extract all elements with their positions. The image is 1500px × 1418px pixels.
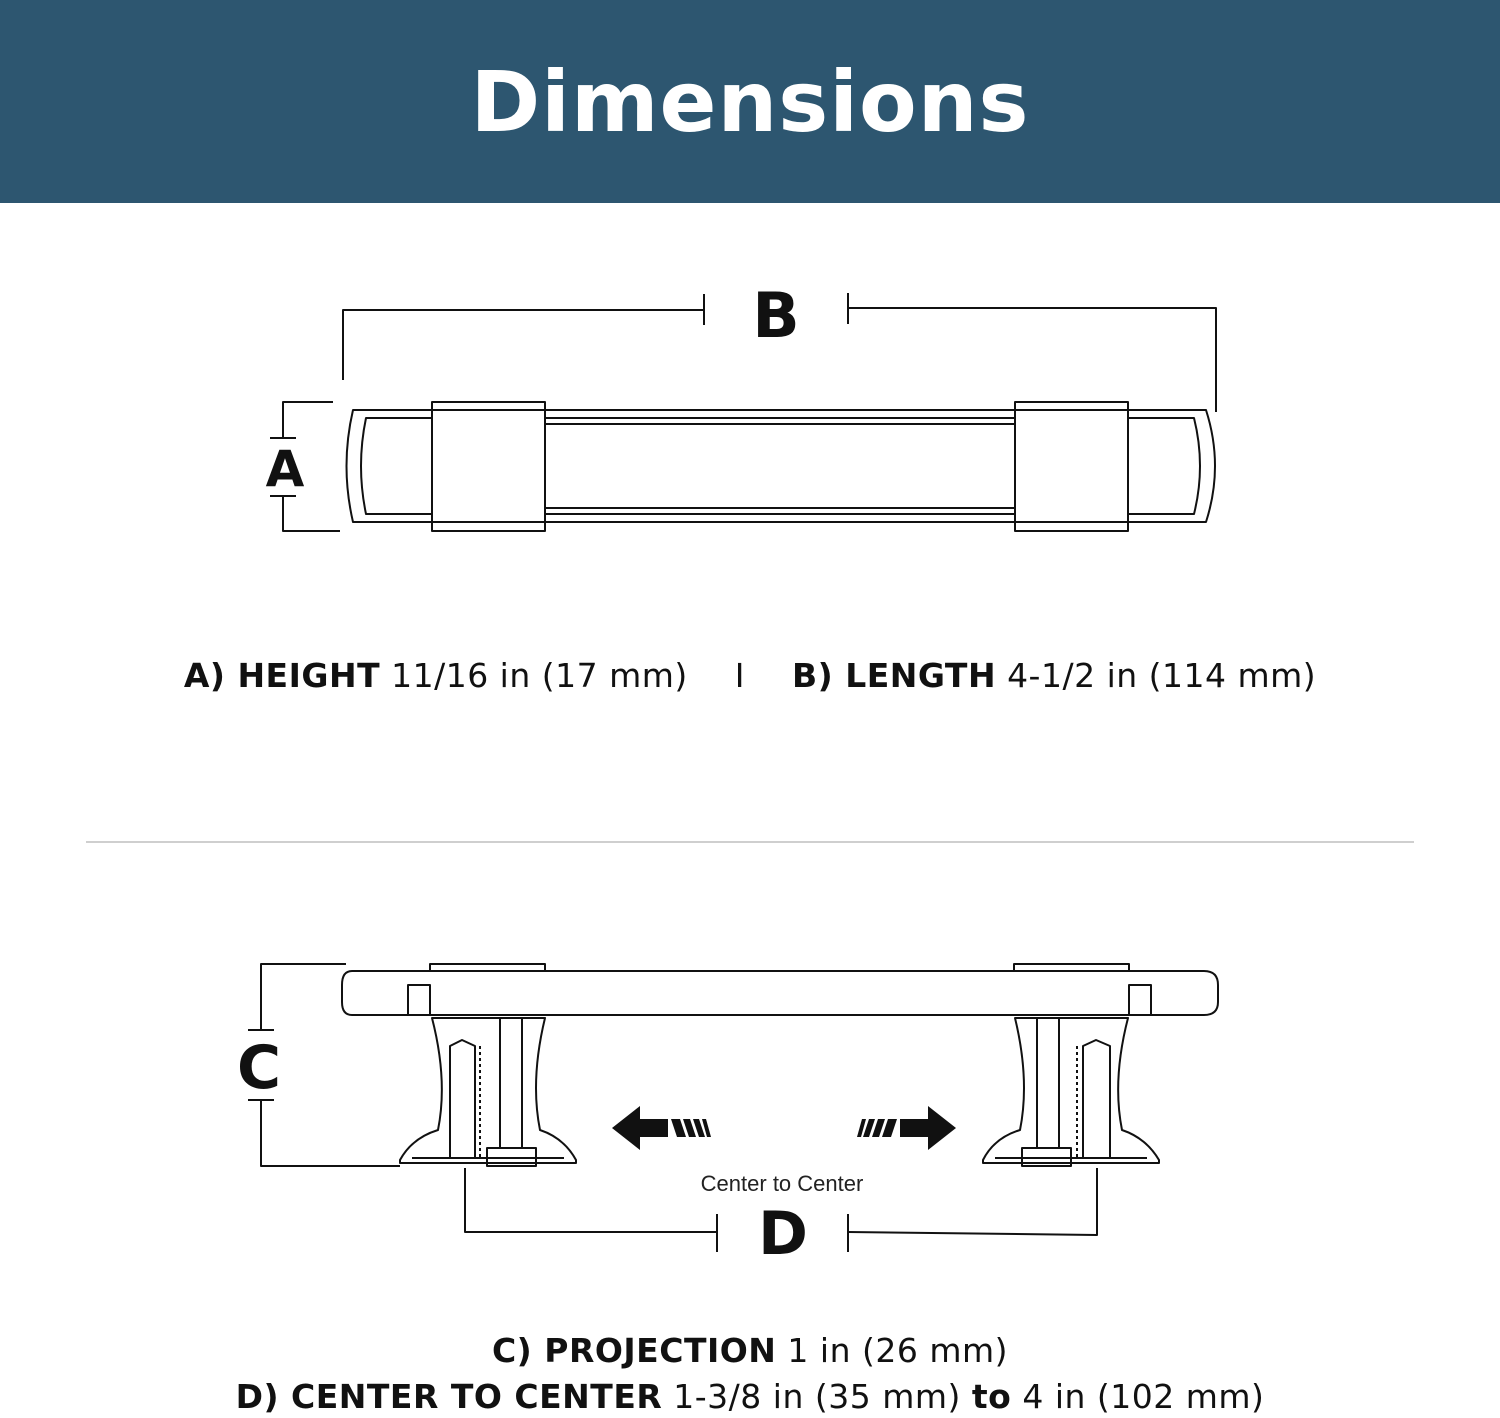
dimension-letter-a: A xyxy=(265,440,305,498)
left-arrow-icon xyxy=(612,1106,711,1150)
c2c-value-min: 1-3/8 in (35 mm) xyxy=(673,1377,961,1416)
height-label: A) HEIGHT xyxy=(183,656,381,695)
right-arrow-icon xyxy=(857,1106,956,1150)
dimension-letter-c: C xyxy=(236,1033,282,1103)
dimension-letter-b: B xyxy=(752,279,800,352)
top-view-handle xyxy=(266,279,1216,531)
side-view-handle xyxy=(237,964,1218,1269)
page-title: Dimensions xyxy=(470,52,1030,151)
spec-separator: I xyxy=(734,656,746,695)
dimension-letter-d: D xyxy=(758,1199,808,1269)
height-length-spec xyxy=(0,656,1500,695)
projection-label: C) PROJECTION xyxy=(491,1331,777,1370)
c2c-value-max: 4 in (102 mm) xyxy=(1022,1377,1265,1416)
c2c-to: to xyxy=(971,1377,1012,1416)
center-to-center-caption: Center to Center xyxy=(700,1171,864,1196)
c2c-label: D) CENTER TO CENTER xyxy=(235,1377,663,1416)
section-divider xyxy=(86,841,1414,843)
projection-value: 1 in (26 mm) xyxy=(787,1331,1009,1370)
center-to-center-spec xyxy=(0,1377,1500,1416)
height-value: 11/16 in (17 mm) xyxy=(391,656,688,695)
length-label: B) LENGTH xyxy=(792,656,997,695)
projection-spec xyxy=(0,1331,1500,1370)
length-value: 4-1/2 in (114 mm) xyxy=(1007,656,1317,695)
